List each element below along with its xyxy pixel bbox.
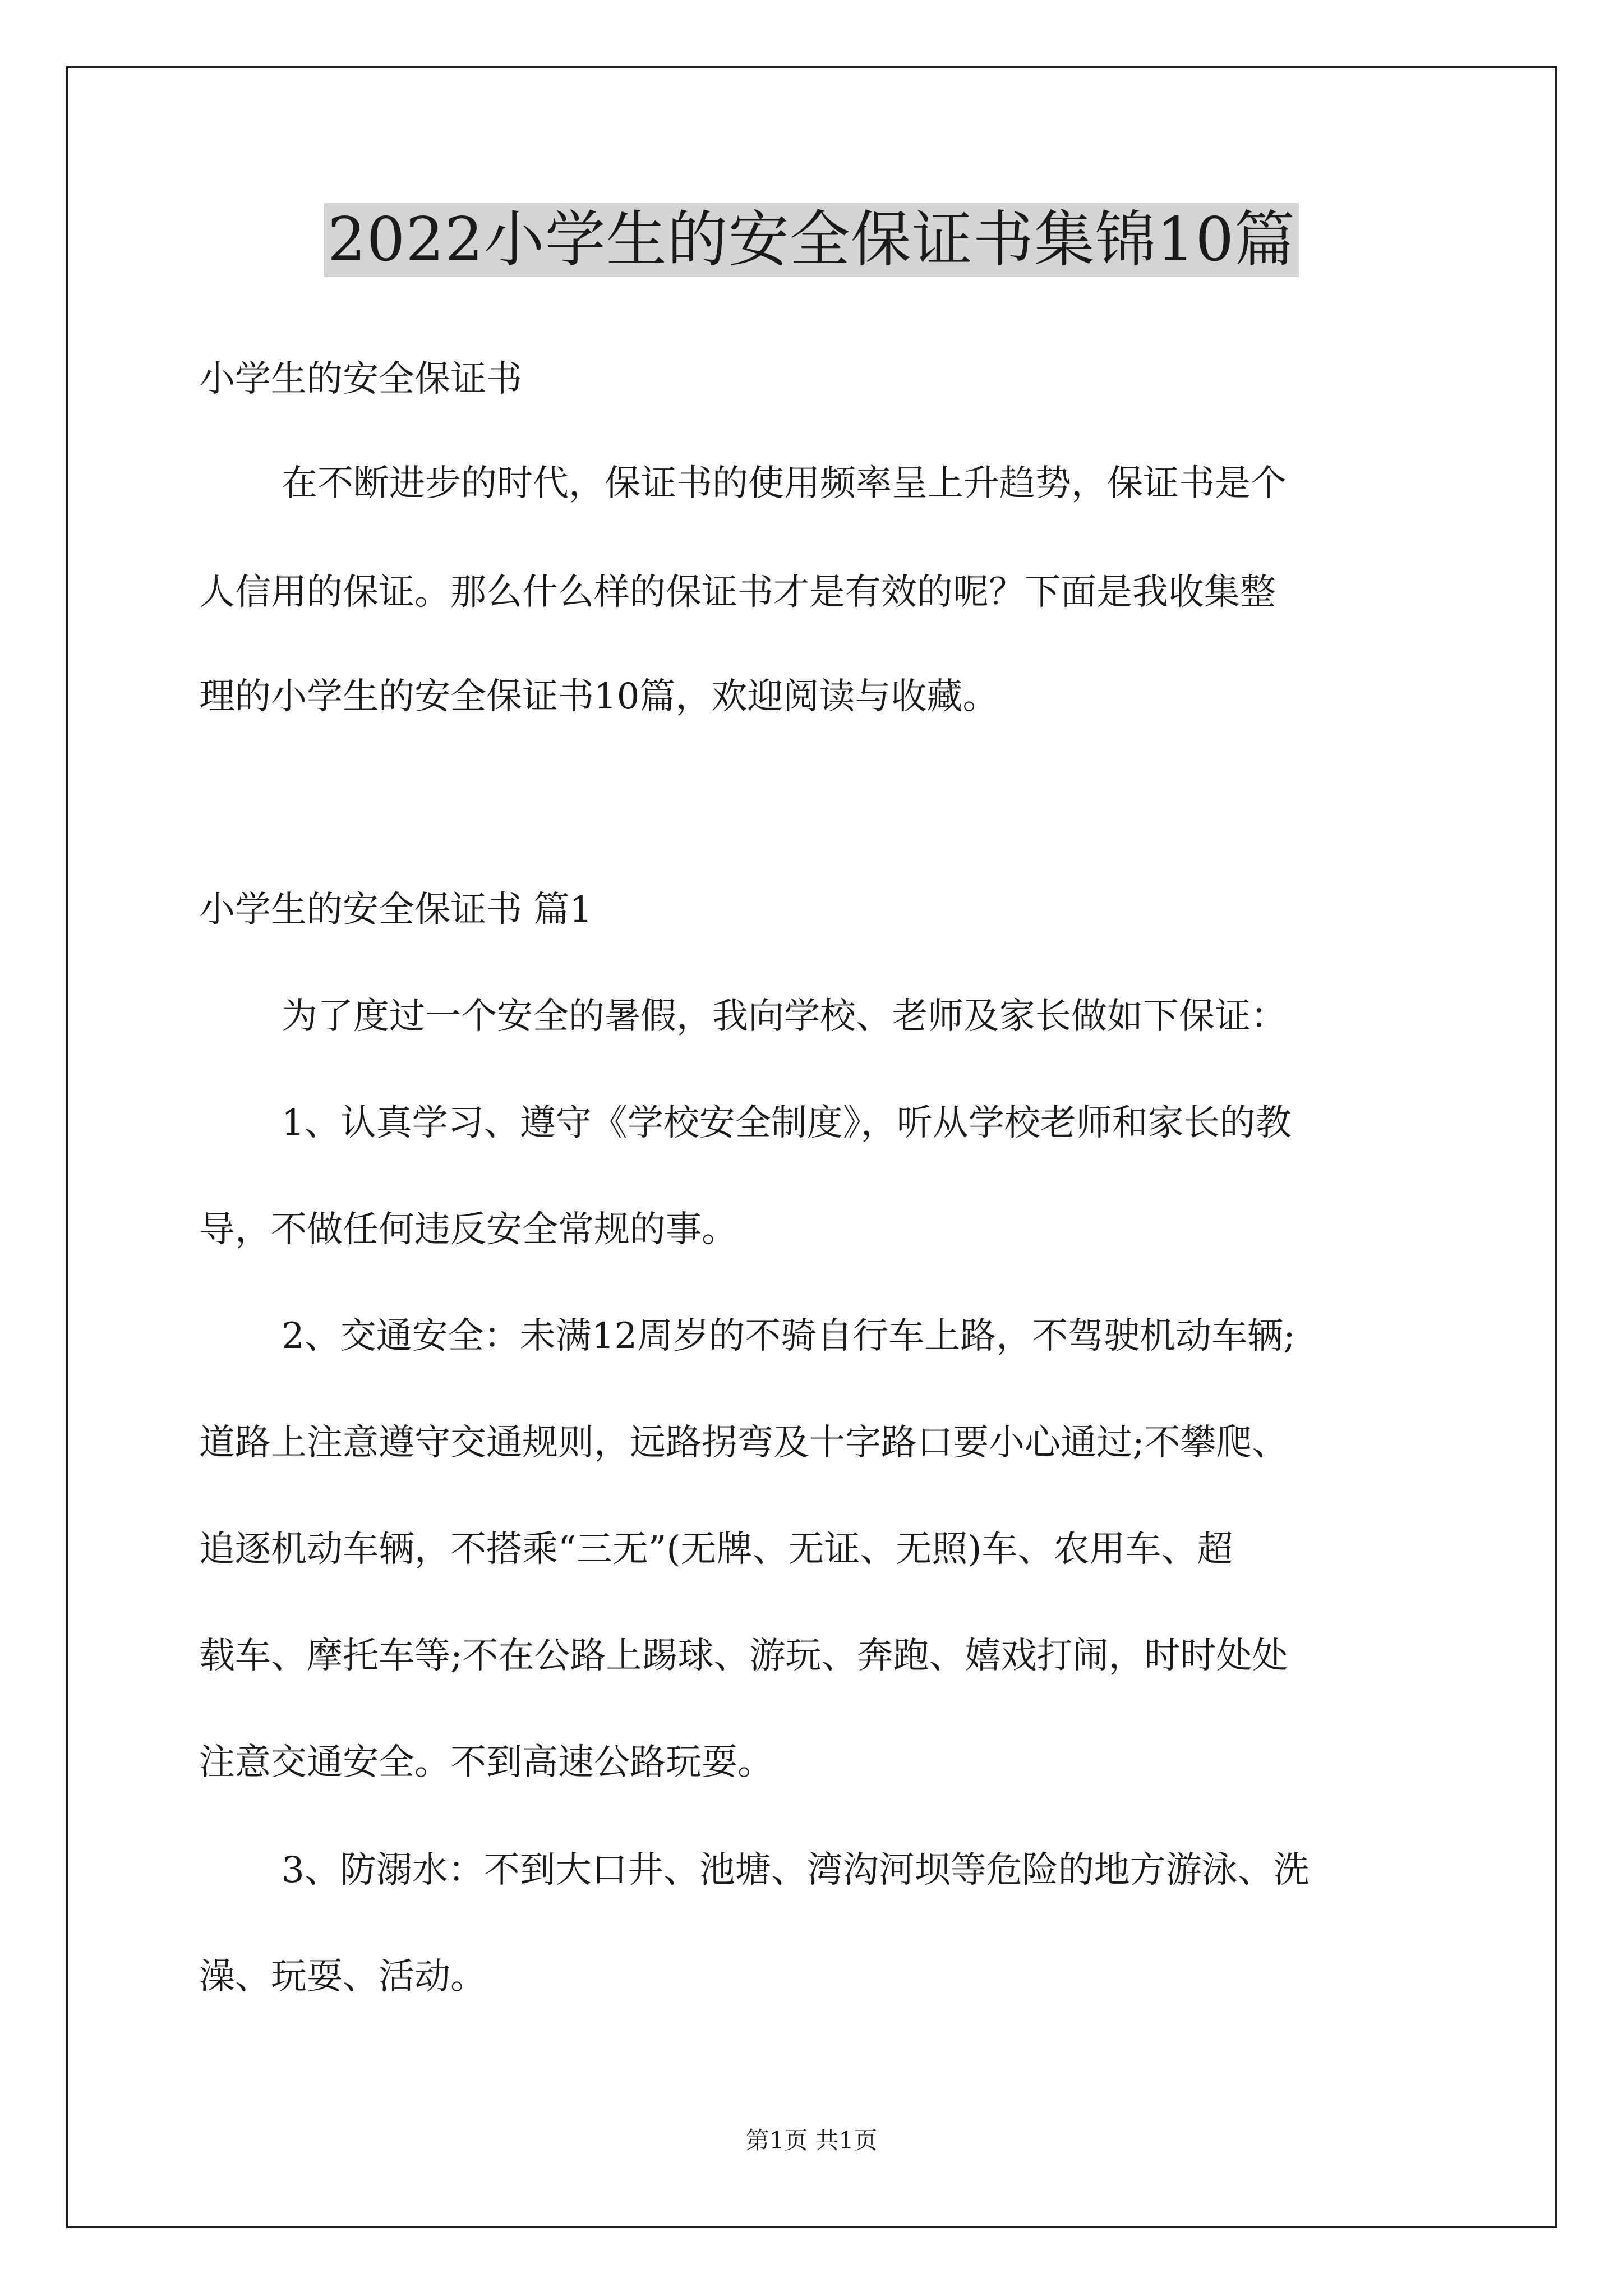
body-line: 2、交通安全：未满12周岁的不骑自行车上路，不驾驶机动车辆; (282, 1315, 1295, 1357)
body-line: 载车、摩托车等;不在公路上踢球、游玩、奔跑、嬉戏打闹，时时处处 (199, 1635, 1288, 1677)
intro-line: 人信用的保证。那么什么样的保证书才是有效的呢？下面是我收集整 (199, 572, 1276, 613)
intro-line: 理的小学生的安全保证书10篇，欢迎阅读与收藏。 (199, 676, 999, 717)
section-heading: 小学生的安全保证书 篇1 (199, 889, 593, 931)
body-line: 1、认真学习、遵守《学校安全制度》，听从学校老师和家长的教 (282, 1102, 1292, 1144)
body-line: 追逐机动车辆，不搭乘“三无”(无牌、无证、无照)车、农用车、超 (199, 1529, 1233, 1570)
body-line: 道路上注意遵守交通规则，远路拐弯及十字路口要小心通过;不攀爬、 (199, 1422, 1288, 1464)
body-line: 注意交通安全。不到高速公路玩耍。 (199, 1742, 773, 1783)
document-subtitle: 小学生的安全保证书 (199, 358, 522, 400)
body-line: 澡、玩耍、活动。 (199, 1956, 486, 1998)
page-footer: 第1页 共1页 (745, 2127, 878, 2154)
title-container (0, 203, 1623, 277)
body-line: 导，不做任何违反安全常规的事。 (199, 1209, 737, 1250)
document-title: 2022小学生的安全保证书集锦10篇 (324, 203, 1299, 277)
body-line: 为了度过一个安全的暑假，我向学校、老师及家长做如下保证： (282, 996, 1287, 1037)
body-line: 3、防溺水：不到大口井、池塘、湾沟河坝等危险的地方游泳、洗 (282, 1849, 1310, 1891)
intro-line: 在不断进步的时代，保证书的使用频率呈上升趋势，保证书是个 (282, 463, 1287, 504)
